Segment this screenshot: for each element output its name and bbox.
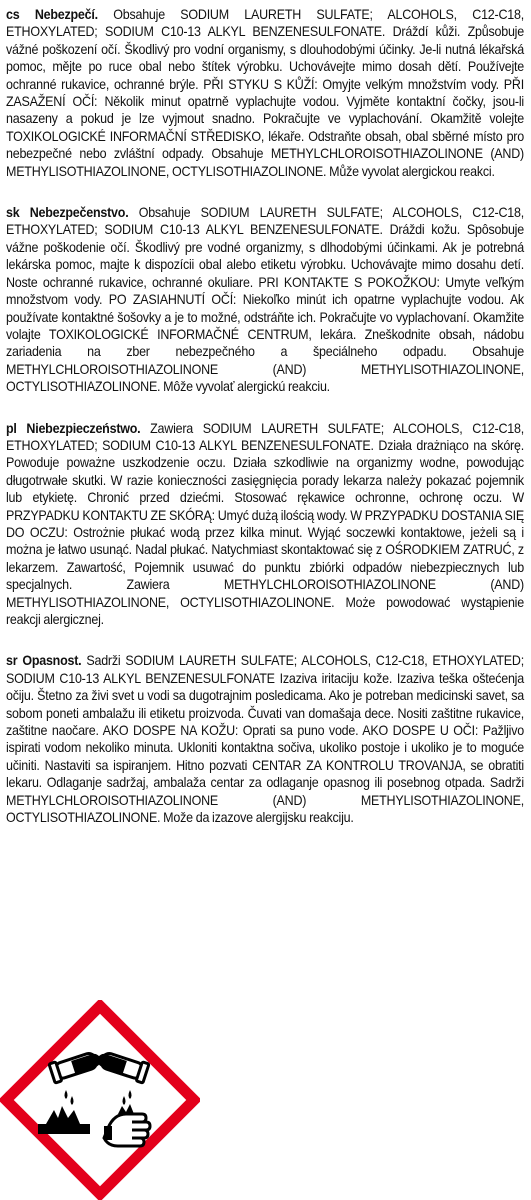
- section-cs: [6, 6, 524, 180]
- section-heading: sr Opasnost.: [6, 653, 82, 669]
- ghs05-corrosion-icon: [0, 1000, 200, 1200]
- section-heading: sk Nebezpečenstvo.: [6, 205, 129, 221]
- label-text: [6, 6, 524, 850]
- section-body: Sadrži SODIUM LAURETH SULFATE; ALCOHOLS, C12-C18, ETHOXYLATED; SODIUM C10-13 ALKYL BENZENESULFONATE Izaziva iritaciju kože. Izaziva teška oštećenja očiju. Štetno za živi svet u vodi sa dugotrajnim posledicama. Ako je potreban medicinski savet, sa sobom poneti ambalažu ili etiketu proizvoda. Čuvati van domašaja dece. Nositi zaštitne rukavice, zaštitne naočare. AKO DOSPE NA KOŽU: Oprati sa puno vode. AKO DOSPE U OČI: Pažljivo ispirati vodom nekoliko minuta. Ukloniti kontaktna sočiva, ukoliko postoje i ukoliko je to moguće učiniti. Nastaviti sa ispiranjem. Hitno pozvati CENTAR ZA KONTROLU TROVANJA, se obratiti lekaru. Odlaganje sadržaj, ambalaža centar za odlaganje opasnog ili posebnog otpada. Sadrži METHYLCHLOROISOTHIAZOLINONE (AND) METHYLISOTHIAZOLINONE, OCTYLISOTHIAZOLINONE. Može da izazove alergijsku reakciju.: [6, 653, 524, 826]
- section-body: Zawiera SODIUM LAURETH SULFATE; ALCOHOLS, C12-C18, ETHOXYLATED; SODIUM C10-13 ALKYL BENZENESULFONATE. Działa drażniąco na skórę. Powoduje poważne uszkodzenie oczu. Działa szkodliwie na organizmy wodne, powodując długotrwałe skutki. W razie konieczności zasięgnięcia porady lekarza należy pokazać pojemnik lub etykietę. Chronić przed dziećmi. Stosować rękawice ochronne, ochronę oczu. W PRZYPADKU KONTAKTU ZE SKÓRĄ: Umyć dużą ilością wody. W PRZYPADKU DOSTANIA SIĘ DO OCZU: Ostrożnie płukać wodą przez kilka minut. Wyjąć soczewki kontaktowe, jeżeli są i można je łatwo usunąć. Nadal płukać. Natychmiast skontaktować się z OŚRODKIEM ZATRUĆ, z lekarzem. Zawartość, Pojemnik usuwać do punktu zbiórki odpadów niebezpiecznych lub specjalnych. Zawiera METHYLCHLOROISOTHIAZOLINONE (AND) METHYLISOTHIAZOLINONE, OCTYLISOTHIAZOLINONE. Może powodować wystąpienie reakcji alergicznej.: [6, 420, 524, 627]
- section-heading: pl Niebezpieczeństwo.: [6, 420, 141, 436]
- section-sk: [6, 204, 524, 395]
- section-sr: [6, 652, 524, 826]
- section-pl: [6, 420, 524, 629]
- section-heading: cs Nebezpečí.: [6, 7, 98, 22]
- section-body: Obsahuje SODIUM LAURETH SULFATE; ALCOHOLS, C12-C18, ETHOXYLATED; SODIUM C10-13 ALKYL BENZENESULFONATE. Dráždi kožu. Spôsobuje vážne poškodenie očí. Škodlivý pre vodné organizmy, s dlhodobými účinkami. Ak je potrebná lekárska pomoc, majte k dispozícii obal alebo etiketu výrobku. Uchovávajte mimo dosahu detí. Noste ochranné rukavice, ochranné okuliare. PRI KONTAKTE S POKOŽKOU: Umyte veľkým množstvom vody. PO ZASIAHNUTÍ OČÍ: Niekoľko minút ich opatrne vyplachujte vodou. Ak používate kontaktné šošovky a je to možné, odstráňte ich. Pokračujte vo vyplachovaní. Okamžite volajte TOXIKOLOGICKÉ INFORMAČNÉ CENTRUM, lekára. Zneškodnite obsah, nádobu zariadenia na zber nebezpečného a špeciálneho odpadu. Obsahuje METHYLCHLOROISOTHIAZOLINONE (AND) METHYLISOTHIAZOLINONE, OCTYLISOTHIAZOLINONE. Môže vyvolať alergickú reakciu.: [6, 205, 524, 395]
- section-body: Obsahuje SODIUM LAURETH SULFATE; ALCOHOLS, C12-C18, ETHOXYLATED; SODIUM C10-13 ALKYL BENZENESULFONATE. Dráždí kůži. Způsobuje vážné poškození očí. Škodlivý pro vodní organismy, s dlouhodobými účinky. Je-li nutná lékařská pomoc, mějte po ruce obal nebo štítek výrobku. Uchovávejte mimo dosah dětí. Používejte ochranné rukavice, ochranné brýle. PŘI STYKU S KŮŽÍ: Omyjte velkým množstvím vody. PŘI ZASAŽENÍ OČÍ: Několik minut opatrně vyplachujte vodou. Vyjměte kontaktní čočky, jsou-li nasazeny a pokud je lze vyjmout snadno. Pokračujte ve vyplachování. Okamžitě volejte TOXIKOLOGICKÉ INFORMAČNÍ STŘEDISKO, lékaře. Odstraňte obsah, obal sběrné místo pro nebezpečné nebo zvláštní odpady. Obsahuje METHYLCHLOROISOTHIAZOLINONE (AND) METHYLISOTHIAZOLINONE, OCTYLISOTHIAZOLINONE. Může vyvolat alergickou reakci.: [6, 7, 524, 179]
